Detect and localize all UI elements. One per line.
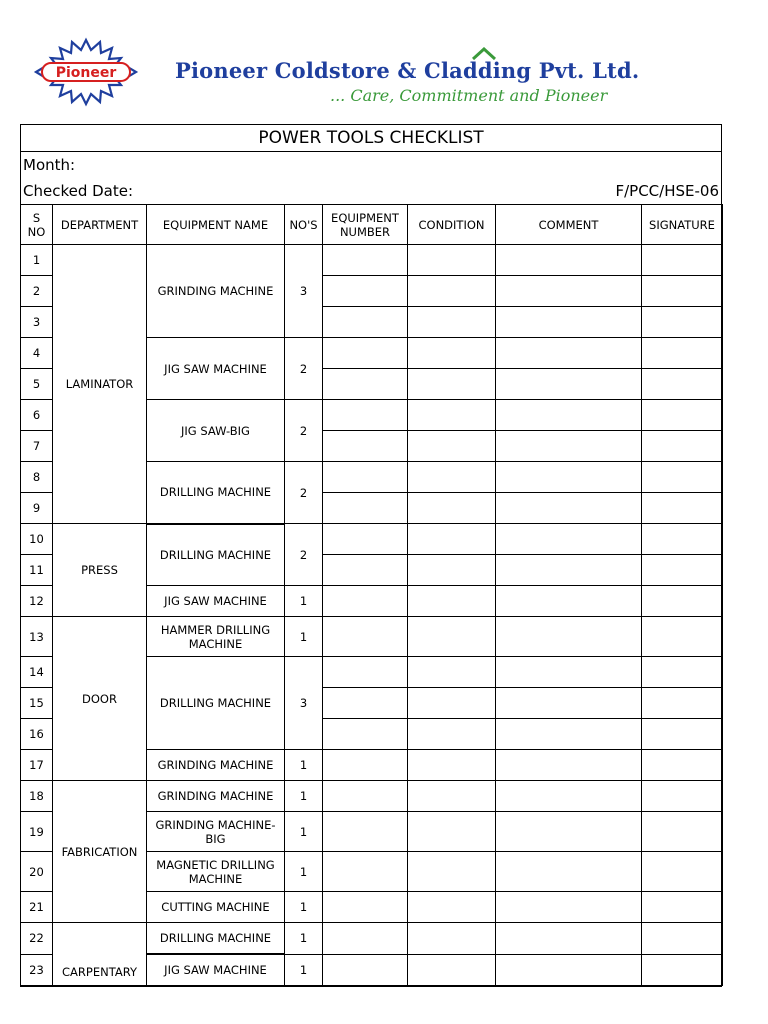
equipment-number-cell[interactable] bbox=[323, 338, 408, 369]
form-code: F/PCC/HSE-06 bbox=[615, 182, 719, 200]
nos-cell: 2 bbox=[285, 400, 323, 462]
col-header-signature: SIGNATURE bbox=[642, 205, 723, 245]
equipment-number-cell[interactable] bbox=[323, 586, 408, 617]
comment-cell[interactable] bbox=[496, 923, 642, 955]
condition-cell[interactable] bbox=[408, 617, 496, 657]
signature-cell[interactable] bbox=[642, 586, 723, 617]
signature-cell[interactable] bbox=[642, 750, 723, 781]
signature-cell[interactable] bbox=[642, 462, 723, 493]
signature-cell[interactable] bbox=[642, 892, 723, 923]
nos-cell: 2 bbox=[285, 524, 323, 586]
comment-cell[interactable] bbox=[496, 555, 642, 586]
signature-cell[interactable] bbox=[642, 719, 723, 750]
signature-cell[interactable] bbox=[642, 812, 723, 852]
signature-cell[interactable] bbox=[642, 338, 723, 369]
comment-cell[interactable] bbox=[496, 657, 642, 688]
nos-cell: 3 bbox=[285, 657, 323, 750]
comment-cell[interactable] bbox=[496, 617, 642, 657]
month-row bbox=[21, 152, 721, 178]
svg-text:Pioneer: Pioneer bbox=[55, 65, 117, 81]
sno-cell: 11 bbox=[21, 555, 53, 586]
table-row bbox=[21, 245, 723, 276]
table-row bbox=[21, 617, 723, 657]
signature-cell[interactable] bbox=[642, 657, 723, 688]
col-header-nos: NO'S bbox=[285, 205, 323, 245]
equipment-number-cell[interactable] bbox=[323, 524, 408, 555]
signature-cell[interactable] bbox=[642, 852, 723, 892]
sno-cell: 10 bbox=[21, 524, 53, 555]
condition-cell[interactable] bbox=[408, 524, 496, 555]
table-row bbox=[21, 781, 723, 812]
col-header-equipment-name: EQUIPMENT NAME bbox=[147, 205, 285, 245]
department-cell: CARPENTARY bbox=[53, 923, 147, 986]
condition-cell[interactable] bbox=[408, 852, 496, 892]
equipment-name-cell: GRINDING MACHINE-BIG bbox=[147, 812, 285, 852]
sno-cell: 21 bbox=[21, 892, 53, 923]
signature-cell[interactable] bbox=[642, 555, 723, 586]
sno-cell: 17 bbox=[21, 750, 53, 781]
comment-cell[interactable] bbox=[496, 307, 642, 338]
equipment-name-cell: HAMMER DRILLING MACHINE bbox=[147, 617, 285, 657]
signature-cell[interactable] bbox=[642, 493, 723, 524]
condition-cell[interactable] bbox=[408, 276, 496, 307]
equipment-number-cell[interactable] bbox=[323, 462, 408, 493]
col-header-comment: COMMENT bbox=[496, 205, 642, 245]
comment-cell[interactable] bbox=[496, 524, 642, 555]
condition-cell[interactable] bbox=[408, 431, 496, 462]
signature-cell[interactable] bbox=[642, 307, 723, 338]
signature-cell[interactable] bbox=[642, 923, 723, 955]
sno-cell: 16 bbox=[21, 719, 53, 750]
sno-cell: 18 bbox=[21, 781, 53, 812]
sno-cell: 14 bbox=[21, 657, 53, 688]
condition-cell[interactable] bbox=[408, 555, 496, 586]
signature-cell[interactable] bbox=[642, 431, 723, 462]
comment-cell[interactable] bbox=[496, 852, 642, 892]
nos-cell: 2 bbox=[285, 462, 323, 524]
sno-cell: 7 bbox=[21, 431, 53, 462]
nos-cell: 1 bbox=[285, 812, 323, 852]
comment-cell[interactable] bbox=[496, 750, 642, 781]
sno-cell: 22 bbox=[21, 923, 53, 955]
comment-cell[interactable] bbox=[496, 462, 642, 493]
equipment-name-cell: DRILLING MACHINE bbox=[147, 923, 285, 955]
condition-cell[interactable] bbox=[408, 338, 496, 369]
signature-cell[interactable] bbox=[642, 276, 723, 307]
equipment-name-cell: DRILLING MACHINE bbox=[147, 524, 285, 586]
signature-cell[interactable] bbox=[642, 369, 723, 400]
condition-cell[interactable] bbox=[408, 493, 496, 524]
condition-cell[interactable] bbox=[408, 923, 496, 955]
equipment-number-cell[interactable] bbox=[323, 657, 408, 688]
comment-cell[interactable] bbox=[496, 400, 642, 431]
month-label: Month: bbox=[23, 156, 76, 174]
table-row bbox=[21, 524, 723, 555]
comment-cell[interactable] bbox=[496, 719, 642, 750]
signature-cell[interactable] bbox=[642, 954, 723, 986]
equipment-number-cell[interactable] bbox=[323, 923, 408, 955]
nos-cell: 1 bbox=[285, 750, 323, 781]
letterhead bbox=[0, 0, 768, 120]
sno-cell: 1 bbox=[21, 245, 53, 276]
nos-cell: 1 bbox=[285, 954, 323, 986]
nos-cell: 1 bbox=[285, 892, 323, 923]
condition-cell[interactable] bbox=[408, 657, 496, 688]
comment-cell[interactable] bbox=[496, 493, 642, 524]
department-cell: FABRICATION bbox=[53, 781, 147, 923]
nos-cell: 1 bbox=[285, 617, 323, 657]
equipment-name-cell: DRILLING MACHINE bbox=[147, 657, 285, 750]
condition-cell[interactable] bbox=[408, 812, 496, 852]
equipment-number-cell[interactable] bbox=[323, 245, 408, 276]
comment-cell[interactable] bbox=[496, 812, 642, 852]
equipment-number-cell[interactable] bbox=[323, 688, 408, 719]
department-cell: PRESS bbox=[53, 524, 147, 617]
equipment-name-cell: GRINDING MACHINE bbox=[147, 245, 285, 338]
sno-cell: 19 bbox=[21, 812, 53, 852]
sno-cell: 2 bbox=[21, 276, 53, 307]
condition-cell[interactable] bbox=[408, 400, 496, 431]
col-header-department: DEPARTMENT bbox=[53, 205, 147, 245]
condition-cell[interactable] bbox=[408, 750, 496, 781]
form-title: POWER TOOLS CHECKLIST bbox=[21, 125, 721, 152]
equipment-name-cell: JIG SAW MACHINE bbox=[147, 954, 285, 986]
checked-date-label: Checked Date: bbox=[23, 182, 134, 200]
condition-cell[interactable] bbox=[408, 954, 496, 986]
equipment-number-cell[interactable] bbox=[323, 369, 408, 400]
sno-cell: 13 bbox=[21, 617, 53, 657]
equipment-name-cell: GRINDING MACHINE bbox=[147, 781, 285, 812]
pioneer-logo bbox=[28, 36, 144, 108]
equipment-name-cell: CUTTING MACHINE bbox=[147, 892, 285, 923]
equipment-name-cell: JIG SAW MACHINE bbox=[147, 586, 285, 617]
nos-cell: 2 bbox=[285, 338, 323, 400]
equipment-name-cell: JIG SAW-BIG bbox=[147, 400, 285, 462]
equipment-number-cell[interactable] bbox=[323, 812, 408, 852]
comment-cell[interactable] bbox=[496, 276, 642, 307]
sno-cell: 15 bbox=[21, 688, 53, 719]
condition-cell[interactable] bbox=[408, 719, 496, 750]
equipment-number-cell[interactable] bbox=[323, 617, 408, 657]
equipment-name-cell: GRINDING MACHINE bbox=[147, 750, 285, 781]
signature-cell[interactable] bbox=[642, 524, 723, 555]
equipment-number-cell[interactable] bbox=[323, 750, 408, 781]
company-tagline: ... Care, Commitment and Pioneer bbox=[330, 86, 608, 105]
equipment-number-cell[interactable] bbox=[323, 307, 408, 338]
comment-cell[interactable] bbox=[496, 688, 642, 719]
equipment-name-cell: MAGNETIC DRILLING MACHINE bbox=[147, 852, 285, 892]
comment-cell[interactable] bbox=[496, 245, 642, 276]
table-header-row bbox=[21, 205, 723, 245]
equipment-name-cell: DRILLING MACHINE bbox=[147, 462, 285, 524]
condition-cell[interactable] bbox=[408, 245, 496, 276]
nos-cell: 1 bbox=[285, 923, 323, 955]
col-header-sno: S NO bbox=[21, 205, 53, 245]
signature-cell[interactable] bbox=[642, 781, 723, 812]
equipment-number-cell[interactable] bbox=[323, 555, 408, 586]
condition-cell[interactable] bbox=[408, 462, 496, 493]
comment-cell[interactable] bbox=[496, 781, 642, 812]
comment-cell[interactable] bbox=[496, 431, 642, 462]
checklist-form bbox=[20, 124, 722, 987]
company-name: Pioneer Coldstore & Cladding Pvt. Ltd. bbox=[175, 58, 640, 83]
nos-cell: 1 bbox=[285, 781, 323, 812]
comment-cell[interactable] bbox=[496, 586, 642, 617]
equipment-number-cell[interactable] bbox=[323, 852, 408, 892]
signature-cell[interactable] bbox=[642, 688, 723, 719]
equipment-number-cell[interactable] bbox=[323, 781, 408, 812]
sno-cell: 20 bbox=[21, 852, 53, 892]
comment-cell[interactable] bbox=[496, 369, 642, 400]
sno-cell: 12 bbox=[21, 586, 53, 617]
signature-cell[interactable] bbox=[642, 617, 723, 657]
condition-cell[interactable] bbox=[408, 586, 496, 617]
equipment-number-cell[interactable] bbox=[323, 954, 408, 986]
equipment-number-cell[interactable] bbox=[323, 892, 408, 923]
nos-cell: 3 bbox=[285, 245, 323, 338]
department-cell: DOOR bbox=[53, 617, 147, 781]
comment-cell[interactable] bbox=[496, 892, 642, 923]
equipment-number-cell[interactable] bbox=[323, 276, 408, 307]
sno-cell: 6 bbox=[21, 400, 53, 431]
condition-cell[interactable] bbox=[408, 369, 496, 400]
department-cell: LAMINATOR bbox=[53, 245, 147, 524]
sno-cell: 3 bbox=[21, 307, 53, 338]
sno-cell: 5 bbox=[21, 369, 53, 400]
sno-cell: 23 bbox=[21, 954, 53, 986]
equipment-number-cell[interactable] bbox=[323, 431, 408, 462]
col-header-condition: CONDITION bbox=[408, 205, 496, 245]
sno-cell: 4 bbox=[21, 338, 53, 369]
condition-cell[interactable] bbox=[408, 892, 496, 923]
nos-cell: 1 bbox=[285, 586, 323, 617]
table-row bbox=[21, 923, 723, 955]
equipment-number-cell[interactable] bbox=[323, 493, 408, 524]
nos-cell: 1 bbox=[285, 852, 323, 892]
signature-cell[interactable] bbox=[642, 245, 723, 276]
checklist-table bbox=[20, 204, 723, 986]
col-header-equipment-number: EQUIPMENT NUMBER bbox=[323, 205, 408, 245]
equipment-number-cell[interactable] bbox=[323, 400, 408, 431]
signature-cell[interactable] bbox=[642, 400, 723, 431]
sno-cell: 8 bbox=[21, 462, 53, 493]
checked-date-row bbox=[21, 178, 721, 204]
condition-cell[interactable] bbox=[408, 688, 496, 719]
condition-cell[interactable] bbox=[408, 307, 496, 338]
sno-cell: 9 bbox=[21, 493, 53, 524]
condition-cell[interactable] bbox=[408, 781, 496, 812]
equipment-number-cell[interactable] bbox=[323, 719, 408, 750]
comment-cell[interactable] bbox=[496, 954, 642, 986]
equipment-name-cell: JIG SAW MACHINE bbox=[147, 338, 285, 400]
comment-cell[interactable] bbox=[496, 338, 642, 369]
